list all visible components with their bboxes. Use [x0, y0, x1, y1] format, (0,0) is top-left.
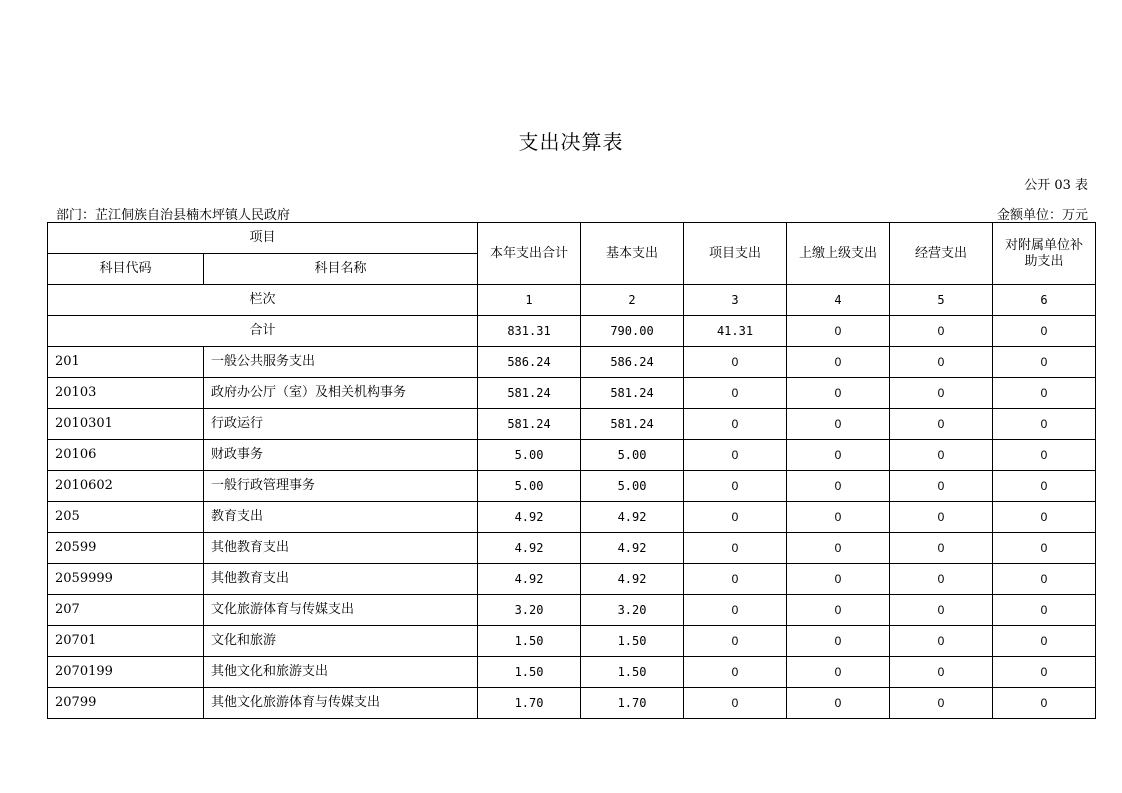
subject-name: 行政运行	[204, 409, 478, 440]
amount-cell: 0	[684, 502, 787, 533]
amount-cell: 0	[787, 347, 890, 378]
table-row	[48, 533, 1096, 564]
amount-cell: 0	[684, 564, 787, 595]
table-row	[48, 409, 1096, 440]
amount-cell: 0	[787, 471, 890, 502]
table-row	[48, 657, 1096, 688]
header-upper: 上缴上级支出	[787, 223, 890, 285]
amount-cell: 4.92	[478, 533, 581, 564]
table-row	[48, 502, 1096, 533]
subject-name: 文化旅游体育与传媒支出	[204, 595, 478, 626]
subject-code: 20103	[48, 378, 204, 409]
column-index-cell: 2	[581, 285, 684, 316]
amount-cell: 3.20	[478, 595, 581, 626]
total-row	[48, 316, 1096, 347]
table-row	[48, 378, 1096, 409]
subject-name: 教育支出	[204, 502, 478, 533]
subject-code: 20106	[48, 440, 204, 471]
amount-cell: 0	[684, 533, 787, 564]
amount-cell: 0	[787, 657, 890, 688]
table-row	[48, 347, 1096, 378]
amount-cell: 0	[684, 657, 787, 688]
subject-code: 2010301	[48, 409, 204, 440]
amount-cell: 5.00	[478, 440, 581, 471]
column-index-cell: 1	[478, 285, 581, 316]
amount-cell: 0	[890, 471, 993, 502]
amount-cell: 0	[684, 378, 787, 409]
amount-unit-label: 金额单位：万元	[996, 208, 1088, 223]
table-row	[48, 688, 1096, 719]
subject-name: 其他教育支出	[204, 533, 478, 564]
amount-cell: 1.50	[581, 626, 684, 657]
amount-cell: 581.24	[581, 378, 684, 409]
amount-cell: 0	[890, 564, 993, 595]
amount-cell: 0	[890, 533, 993, 564]
amount-cell: 3.20	[581, 595, 684, 626]
amount-cell: 0	[787, 409, 890, 440]
amount-cell: 0	[787, 688, 890, 719]
department-label: 部门：芷江侗族自治县楠木坪镇人民政府	[56, 208, 291, 223]
amount-cell: 4.92	[478, 564, 581, 595]
amount-cell: 0	[890, 378, 993, 409]
amount-cell: 0	[684, 409, 787, 440]
total-value: 790.00	[581, 316, 684, 347]
amount-cell: 581.24	[478, 409, 581, 440]
amount-cell: 5.00	[581, 440, 684, 471]
column-index-row	[48, 285, 1096, 316]
amount-cell: 0	[890, 626, 993, 657]
amount-cell: 4.92	[478, 502, 581, 533]
amount-cell: 4.92	[581, 502, 684, 533]
subject-code: 205	[48, 502, 204, 533]
amount-cell: 0	[890, 688, 993, 719]
amount-cell: 1.50	[581, 657, 684, 688]
amount-cell: 1.70	[581, 688, 684, 719]
amount-cell: 0	[993, 688, 1096, 719]
amount-cell: 0	[993, 502, 1096, 533]
amount-cell: 0	[993, 471, 1096, 502]
subject-code: 2059999	[48, 564, 204, 595]
column-index-cell: 5	[890, 285, 993, 316]
amount-cell: 0	[890, 440, 993, 471]
amount-cell: 0	[890, 657, 993, 688]
amount-cell: 5.00	[581, 471, 684, 502]
subject-code: 207	[48, 595, 204, 626]
amount-cell: 0	[890, 502, 993, 533]
table-row	[48, 471, 1096, 502]
amount-cell: 0	[787, 595, 890, 626]
amount-cell: 4.92	[581, 533, 684, 564]
total-value: 0	[993, 316, 1096, 347]
column-index-cell: 6	[993, 285, 1096, 316]
subject-name: 文化和旅游	[204, 626, 478, 657]
total-value: 831.31	[478, 316, 581, 347]
column-index-cell: 3	[684, 285, 787, 316]
header-code: 科目代码	[48, 254, 204, 285]
header-name: 科目名称	[204, 254, 478, 285]
amount-cell: 0	[684, 626, 787, 657]
table-row	[48, 440, 1096, 471]
amount-cell: 0	[787, 626, 890, 657]
amount-cell: 4.92	[581, 564, 684, 595]
table-row	[48, 626, 1096, 657]
amount-cell: 0	[993, 378, 1096, 409]
amount-cell: 0	[684, 347, 787, 378]
header-subsidy: 对附属单位补助支出	[993, 223, 1096, 285]
subject-name: 一般公共服务支出	[204, 347, 478, 378]
subject-name: 其他文化和旅游支出	[204, 657, 478, 688]
amount-cell: 0	[787, 564, 890, 595]
amount-cell: 0	[890, 595, 993, 626]
header-item: 项目支出	[684, 223, 787, 285]
total-value: 41.31	[684, 316, 787, 347]
amount-cell: 0	[993, 564, 1096, 595]
amount-cell: 0	[993, 347, 1096, 378]
amount-cell: 0	[684, 688, 787, 719]
subject-name: 政府办公厅（室）及相关机构事务	[204, 378, 478, 409]
column-index-cell: 4	[787, 285, 890, 316]
amount-cell: 1.70	[478, 688, 581, 719]
amount-cell: 0	[890, 347, 993, 378]
amount-cell: 1.50	[478, 626, 581, 657]
subject-name: 财政事务	[204, 440, 478, 471]
header-business: 经营支出	[890, 223, 993, 285]
amount-cell: 0	[787, 440, 890, 471]
subject-name: 其他教育支出	[204, 564, 478, 595]
amount-cell: 0	[993, 440, 1096, 471]
amount-cell: 0	[993, 626, 1096, 657]
subject-code: 20799	[48, 688, 204, 719]
amount-cell: 0	[993, 595, 1096, 626]
amount-cell: 1.50	[478, 657, 581, 688]
amount-cell: 586.24	[478, 347, 581, 378]
header-row	[48, 223, 1096, 254]
subject-code: 20599	[48, 533, 204, 564]
amount-cell: 0	[684, 471, 787, 502]
amount-cell: 581.24	[478, 378, 581, 409]
table-row	[48, 564, 1096, 595]
amount-cell: 0	[787, 378, 890, 409]
subject-name: 一般行政管理事务	[204, 471, 478, 502]
amount-cell: 0	[684, 440, 787, 471]
amount-cell: 0	[890, 409, 993, 440]
subject-code: 20701	[48, 626, 204, 657]
subject-name: 其他文化旅游体育与传媒支出	[204, 688, 478, 719]
table-row	[48, 595, 1096, 626]
subject-code: 201	[48, 347, 204, 378]
header-project: 项目	[48, 223, 478, 254]
column-index-label: 栏次	[48, 285, 478, 316]
amount-cell: 581.24	[581, 409, 684, 440]
amount-cell: 0	[787, 533, 890, 564]
total-value: 0	[890, 316, 993, 347]
header-basic: 基本支出	[581, 223, 684, 285]
amount-cell: 586.24	[581, 347, 684, 378]
total-value: 0	[787, 316, 890, 347]
form-number: 公开 03 表	[1024, 178, 1088, 193]
expenditure-table	[47, 222, 1096, 719]
amount-cell: 5.00	[478, 471, 581, 502]
amount-cell: 0	[993, 533, 1096, 564]
page-title: 支出决算表	[518, 130, 624, 154]
total-label: 合计	[48, 316, 478, 347]
header-total: 本年支出合计	[478, 223, 581, 285]
amount-cell: 0	[684, 595, 787, 626]
subject-code: 2070199	[48, 657, 204, 688]
amount-cell: 0	[787, 502, 890, 533]
amount-cell: 0	[993, 409, 1096, 440]
subject-code: 2010602	[48, 471, 204, 502]
amount-cell: 0	[993, 657, 1096, 688]
